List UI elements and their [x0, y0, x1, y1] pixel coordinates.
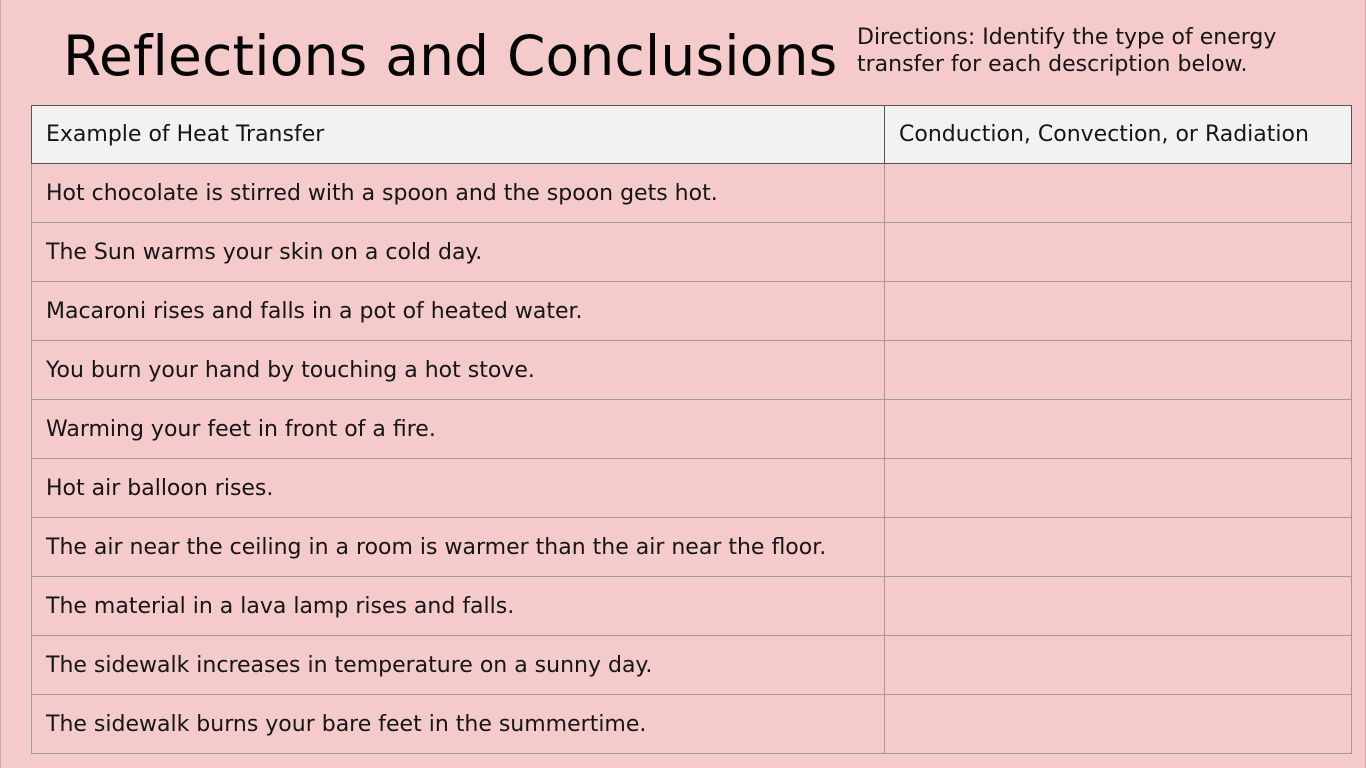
- table-row: [32, 577, 1352, 636]
- example-cell: The Sun warms your skin on a cold day.: [32, 223, 885, 282]
- answer-cell[interactable]: [885, 577, 1352, 636]
- answer-cell[interactable]: [885, 223, 1352, 282]
- example-cell: Hot chocolate is stirred with a spoon and the spoon gets hot.: [32, 164, 885, 223]
- table-row: [32, 223, 1352, 282]
- answer-cell[interactable]: [885, 459, 1352, 518]
- heat-transfer-table: [31, 105, 1352, 754]
- table-header: [32, 106, 1352, 164]
- table-row: [32, 518, 1352, 577]
- example-cell: Macaroni rises and falls in a pot of heated water.: [32, 282, 885, 341]
- example-cell: The sidewalk increases in temperature on a sunny day.: [32, 636, 885, 695]
- answer-cell[interactable]: [885, 695, 1352, 754]
- directions-text: Directions: Identify the type of energy transfer for each description below.: [857, 25, 1277, 77]
- table-row: [32, 341, 1352, 400]
- table-body: [32, 164, 1352, 754]
- table-row: [32, 164, 1352, 223]
- answer-cell[interactable]: [885, 164, 1352, 223]
- table-row: [32, 636, 1352, 695]
- example-cell: The sidewalk burns your bare feet in the summertime.: [32, 695, 885, 754]
- column-header-transfer-type: Conduction, Convection, or Radiation: [885, 106, 1352, 164]
- example-cell: The air near the ceiling in a room is warmer than the air near the floor.: [32, 518, 885, 577]
- example-cell: Warming your feet in front of a fire.: [32, 400, 885, 459]
- example-cell: Hot air balloon rises.: [32, 459, 885, 518]
- column-header-example: Example of Heat Transfer: [32, 106, 885, 164]
- answer-cell[interactable]: [885, 636, 1352, 695]
- table-header-row: [32, 106, 1352, 164]
- table-row: [32, 282, 1352, 341]
- example-cell: You burn your hand by touching a hot stove.: [32, 341, 885, 400]
- answer-cell[interactable]: [885, 518, 1352, 577]
- page-title: Reflections and Conclusions: [63, 24, 838, 88]
- table-row: [32, 695, 1352, 754]
- answer-cell[interactable]: [885, 400, 1352, 459]
- answer-cell[interactable]: [885, 282, 1352, 341]
- answer-cell[interactable]: [885, 341, 1352, 400]
- table-row: [32, 400, 1352, 459]
- example-cell: The material in a lava lamp rises and falls.: [32, 577, 885, 636]
- table-row: [32, 459, 1352, 518]
